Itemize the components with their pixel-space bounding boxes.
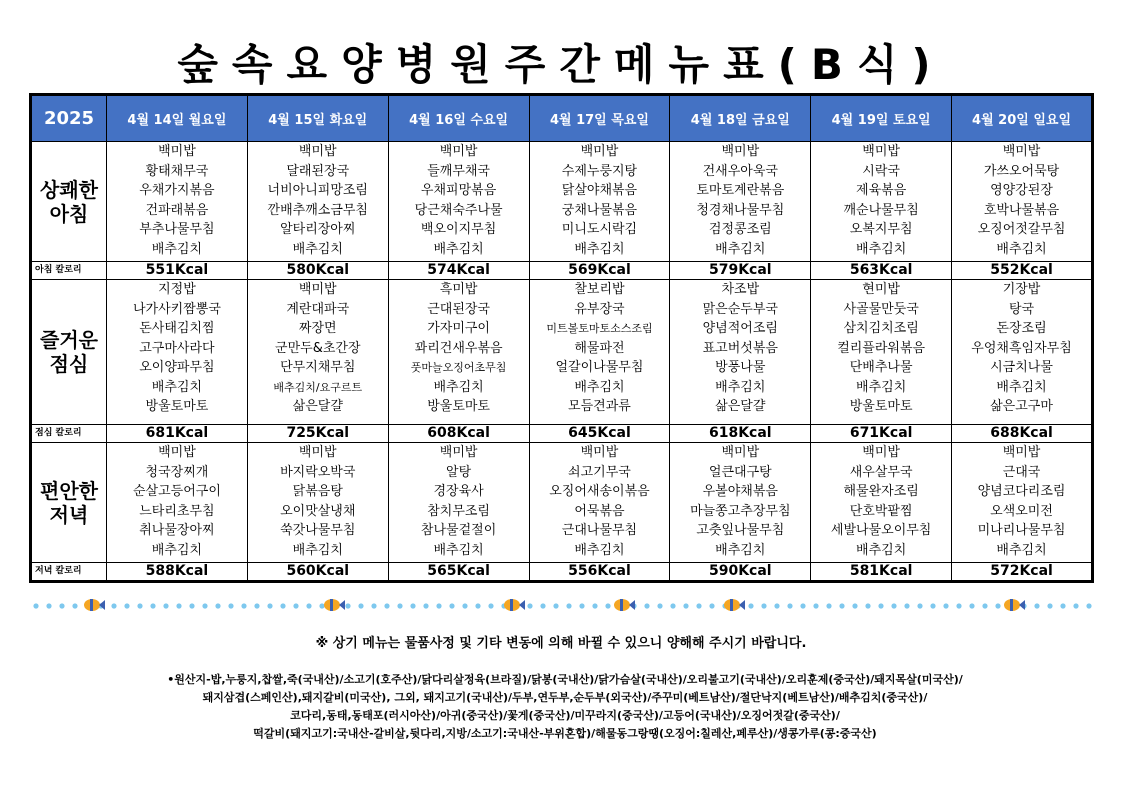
bubble-icon	[1086, 603, 1091, 608]
menu-item: 백오이지무침	[420, 222, 497, 237]
menu-item: 배추김치	[715, 379, 766, 395]
meal-row	[31, 280, 1093, 425]
menu-item: 배추김치	[856, 542, 907, 558]
kcal-value: 579Kcal	[670, 262, 811, 280]
menu-item: 돈장조림	[996, 321, 1047, 336]
menu-item: 백미밥	[1002, 445, 1041, 460]
menu-item: 배추김치	[292, 241, 343, 257]
menu-item: 차조밥	[721, 282, 760, 297]
menu-item: 백미밥	[158, 144, 196, 159]
menu-item: 방울토마토	[145, 399, 209, 414]
fish-icon	[84, 599, 105, 611]
menu-cell	[107, 443, 248, 563]
meal-label-line1: 즐거운	[40, 328, 98, 352]
fish-icon	[504, 599, 525, 611]
menu-item: 고춧잎나물무침	[696, 523, 785, 538]
bubble-icon	[163, 603, 168, 608]
bubble-icon	[241, 603, 246, 608]
menu-item: 탕국	[1008, 301, 1035, 317]
menu-item: 삶은고구마	[990, 399, 1053, 414]
bubble-icon	[748, 603, 753, 608]
menu-item: 알탕	[446, 464, 472, 480]
menu-cell	[811, 443, 952, 563]
bubble-icon	[878, 603, 883, 608]
bubble-icon	[150, 603, 155, 608]
bubble-icon	[124, 603, 129, 608]
day-header: 4월 20일 일요일	[952, 95, 1093, 142]
menu-item: 백미밥	[721, 445, 760, 460]
menu-item: 배추김치	[151, 379, 203, 395]
menu-cell	[529, 142, 670, 262]
bubble-icon	[137, 603, 142, 608]
menu-item: 배추김치	[856, 379, 907, 395]
menu-item: 우채피망볶음	[420, 183, 497, 198]
menu-item: 맑은순두부국	[702, 301, 778, 317]
kcal-value: 645Kcal	[529, 425, 670, 443]
menu-cell	[529, 280, 670, 425]
kcal-row	[31, 425, 1093, 443]
header-row	[31, 95, 1093, 142]
menu-cell	[811, 142, 952, 262]
menu-item: 해물파전	[574, 340, 625, 356]
origin-line: •원산지-밥,누룽지,찹쌀,죽(국내산)/소고기(호주산)/닭다리살정육(브라질)/닭봉(국내산)/닭가슴살(국내산)/오리불고기(국내산)/오리훈제(중국산)/돼지목살(미국산)/	[167, 673, 963, 686]
menu-item: 궁채나물볶음	[561, 202, 638, 218]
kcal-row	[31, 563, 1093, 582]
meal-row	[31, 443, 1093, 563]
menu-item: 백미밥	[298, 445, 337, 460]
kcal-value: 560Kcal	[247, 563, 388, 582]
kcal-value: 556Kcal	[529, 563, 670, 582]
menu-item: 백미밥	[158, 445, 196, 460]
menu-item: 오색오미전	[990, 503, 1053, 519]
menu-item: 기장밥	[1002, 282, 1041, 297]
bubble-icon	[852, 603, 857, 608]
bubble-icon	[553, 603, 558, 608]
menu-item: 배추김치	[574, 542, 625, 558]
kcal-value: 608Kcal	[388, 425, 529, 443]
menu-cell	[670, 280, 811, 425]
kcal-value: 563Kcal	[811, 262, 952, 280]
menu-item: 찰보리밥	[574, 282, 625, 297]
menu-item: 달래된장국	[286, 163, 350, 179]
menu-cell	[388, 280, 529, 425]
origin-line: 떡갈비(돼지고기:국내산-갈비살,뒷다리,지방/소고기:국내산-부위혼합)/해물동그랑땡(오징어:칠레산,페루산)/생콩가루(콩:중국산)	[253, 727, 877, 740]
bubble-icon	[891, 603, 896, 608]
menu-item: 짜장면	[298, 321, 337, 336]
bubble-icon	[761, 603, 766, 608]
kcal-label: 점심 칼로리	[31, 425, 107, 443]
menu-item: 오이양파무침	[139, 360, 215, 375]
menu-item: 영양강된장	[990, 183, 1053, 198]
menu-item: 해물완자조림	[843, 484, 919, 499]
menu-item: 깐배추깨소금무침	[267, 202, 368, 218]
meal-label	[31, 142, 107, 262]
menu-item: 깨순나물무침	[843, 202, 919, 218]
day-header: 4월 15일 화요일	[247, 95, 388, 142]
day-header: 4월 18일 금요일	[670, 95, 811, 142]
menu-item: 백미밥	[298, 144, 337, 159]
bubble-icon	[839, 603, 844, 608]
menu-item: 단호박팥찜	[849, 503, 913, 519]
menu-item: 방울토마토	[427, 399, 490, 414]
bubble-icon	[566, 603, 571, 608]
day-header: 4월 19일 토요일	[811, 95, 952, 142]
menu-item: 백미밥	[580, 445, 619, 460]
menu-item: 오징어젓갈무침	[977, 222, 1066, 237]
menu-item: 알타리장아찌	[280, 222, 356, 237]
bubble-icon	[800, 603, 805, 608]
menu-cell	[247, 443, 388, 563]
bubble-icon	[527, 603, 532, 608]
menu-item: 배추김치/요구르트	[273, 380, 363, 394]
menu-item: 단무지채무침	[280, 360, 356, 375]
menu-item: 순살고등어구이	[132, 484, 221, 499]
menu-cell	[107, 142, 248, 262]
bubble-icon	[709, 603, 714, 608]
menu-item: 양념적어조림	[702, 321, 778, 336]
menu-item: 양념코다리조림	[977, 484, 1066, 499]
bubble-icon	[449, 603, 454, 608]
menu-item: 배추김치	[856, 241, 907, 257]
bubble-icon	[293, 603, 298, 608]
meal-label-line1: 편안한	[40, 478, 98, 503]
bubble-icon	[306, 603, 311, 608]
bubble-icon	[1034, 603, 1039, 608]
day-header: 4월 16일 수요일	[388, 95, 529, 142]
bubble-icon	[696, 603, 701, 608]
bubble-icon	[943, 603, 948, 608]
menu-item: 방풍나물	[715, 360, 766, 375]
menu-item: 마늘쫑고추장무침	[690, 503, 791, 519]
origin-line: 돼지삼겹(스페인산),돼지갈비(미국산), 그외, 돼지고기(국내산)/두부,연두부,순두부(외국산)/주꾸미(베트남산)/절단낙지(베트남산)/배추김치(중국산)/	[202, 691, 928, 704]
menu-item: 고구마사라다	[139, 340, 215, 356]
bubble-icon	[254, 603, 259, 608]
kcal-value: 590Kcal	[670, 563, 811, 582]
menu-item: 배추김치	[996, 379, 1047, 395]
menu-item: 황태채무국	[145, 163, 209, 179]
bubble-icon	[579, 603, 584, 608]
menu-cell	[952, 443, 1093, 563]
menu-item: 백미밥	[439, 144, 478, 159]
bubble-icon	[930, 603, 935, 608]
kcal-value: 551Kcal	[107, 262, 248, 280]
menu-item: 닭볶음탕	[292, 484, 343, 499]
menu-item: 우엉채흑임자무침	[971, 340, 1072, 356]
menu-item: 현미밥	[862, 282, 900, 297]
menu-item: 배추김치	[996, 542, 1047, 558]
kcal-label: 저녁 칼로리	[31, 563, 107, 582]
bubble-icon	[384, 603, 389, 608]
menu-item: 백미밥	[862, 144, 900, 159]
bubble-icon	[982, 603, 987, 608]
kcal-row	[31, 262, 1093, 280]
menu-item: 오징어새송이볶음	[549, 484, 650, 499]
menu-item: 쇠고기무국	[568, 464, 631, 480]
bubble-icon	[462, 603, 467, 608]
menu-item: 너비아니피망조림	[267, 183, 368, 198]
bubble-icon	[956, 603, 961, 608]
menu-item: 배추김치	[574, 241, 625, 257]
menu-cell	[670, 443, 811, 563]
meal-label-line2: 저녁	[49, 502, 89, 527]
menu-item: 배추김치	[715, 542, 766, 558]
menu-item: 사골물만둣국	[843, 301, 919, 317]
menu-item: 삼치김치조림	[843, 321, 919, 336]
menu-item: 모듬견과류	[568, 399, 631, 414]
menu-item: 꽈리건새우볶음	[414, 340, 503, 356]
menu-item: 제육볶음	[856, 183, 907, 198]
menu-item: 배추김치	[433, 542, 484, 558]
menu-item: 미니도시락김	[561, 222, 638, 237]
menu-cell	[952, 142, 1093, 262]
menu-item: 세발나물오이무침	[830, 523, 932, 538]
meal-label-line2: 점심	[49, 352, 89, 376]
kcal-value: 581Kcal	[811, 563, 952, 582]
bubble-icon	[397, 603, 402, 608]
bubble-icon	[33, 603, 38, 608]
bubble-icon	[319, 603, 324, 608]
menu-item: 건파래볶음	[145, 202, 209, 218]
menu-item: 검정콩조림	[708, 222, 772, 237]
bubble-icon	[72, 603, 77, 608]
menu-item: 나가사키짬뽕국	[132, 301, 221, 317]
bubble-icon	[657, 603, 662, 608]
menu-cell	[388, 443, 529, 563]
bubble-icon	[410, 603, 415, 608]
bubble-icon	[228, 603, 233, 608]
bubble-icon	[1060, 603, 1065, 608]
page-title: 숲속요양병원주간메뉴표(B식)	[177, 40, 945, 89]
menu-item: 어묵볶음	[574, 503, 625, 519]
menu-item: 풋마늘오징어초무침	[410, 361, 507, 374]
bubble-icon	[267, 603, 272, 608]
bubble-icon	[488, 603, 493, 608]
menu-item: 건새우아욱국	[702, 163, 778, 179]
menu-item: 시락국	[862, 163, 900, 179]
menu-item: 배추김치	[151, 241, 203, 257]
kcal-value: 580Kcal	[247, 262, 388, 280]
menu-cell	[952, 280, 1093, 425]
bubble-icon	[826, 603, 831, 608]
menu-item: 가자미구이	[427, 321, 490, 336]
bubble-icon	[345, 603, 350, 608]
bubble-icon	[202, 603, 207, 608]
fish-icon	[724, 599, 745, 611]
meal-label-line2: 아침	[49, 201, 89, 226]
menu-item: 당근채숙주나물	[414, 202, 503, 218]
origin-info	[60, 671, 1070, 743]
menu-item: 삶은달걀	[292, 399, 343, 414]
kcal-value: 569Kcal	[529, 262, 670, 280]
menu-item: 닭살야채볶음	[561, 183, 638, 198]
menu-cell	[670, 142, 811, 262]
meal-label	[31, 443, 107, 563]
bubble-fish-divider	[32, 598, 1092, 612]
menu-item: 백미밥	[862, 445, 900, 460]
bubble-icon	[280, 603, 285, 608]
menu-item: 얼큰대구탕	[708, 464, 772, 480]
menu-item: 토마토계란볶음	[696, 183, 785, 198]
bubble-icon	[540, 603, 545, 608]
notice-text: ※ 상기 메뉴는 물품사정 및 기타 변동에 의해 바뀔 수 있으니 양해해 주시기 바랍니다.	[315, 636, 807, 651]
kcal-value: 725Kcal	[247, 425, 388, 443]
menu-cell	[107, 280, 248, 425]
kcal-value: 688Kcal	[952, 425, 1093, 443]
bubble-icon	[436, 603, 441, 608]
fish-icon	[324, 599, 345, 611]
menu-item: 느타리초무침	[139, 503, 215, 519]
menu-item: 배추김치	[715, 241, 766, 257]
bubble-icon	[644, 603, 649, 608]
menu-item: 근대나물무침	[561, 523, 638, 538]
bubble-icon	[813, 603, 818, 608]
bubble-icon	[605, 603, 610, 608]
menu-item: 새우살무국	[849, 464, 913, 480]
menu-item: 표고버섯볶음	[702, 340, 778, 356]
weekly-menu-table	[29, 93, 1094, 583]
menu-item: 참치무조림	[427, 503, 490, 519]
menu-item: 단배추나물	[849, 360, 913, 375]
meal-row	[31, 142, 1093, 262]
day-header: 4월 17일 목요일	[529, 95, 670, 142]
menu-item: 돈사태김치찜	[139, 321, 215, 336]
kcal-value: 671Kcal	[811, 425, 952, 443]
menu-item: 컬리플라워볶음	[837, 340, 926, 356]
bubble-icon	[215, 603, 220, 608]
bubble-icon	[904, 603, 909, 608]
kcal-label: 아침 칼로리	[31, 262, 107, 280]
fish-icon	[1004, 599, 1025, 611]
menu-item: 참나물겉절이	[420, 523, 497, 538]
meal-label-line1: 상쾌한	[40, 177, 98, 202]
menu-item: 우채가지볶음	[139, 183, 215, 198]
bubble-icon	[865, 603, 870, 608]
bubble-icon	[189, 603, 194, 608]
bubble-icon	[592, 603, 597, 608]
menu-cell	[247, 280, 388, 425]
menu-item: 배추김치	[292, 542, 343, 558]
bubble-icon	[1047, 603, 1052, 608]
menu-item: 근대된장국	[427, 301, 490, 317]
menu-item: 유부장국	[574, 301, 625, 317]
menu-item: 백미밥	[298, 282, 337, 297]
menu-item: 청국장찌개	[145, 464, 209, 480]
bubble-icon	[371, 603, 376, 608]
menu-item: 부추나물무침	[139, 222, 215, 237]
kcal-value: 565Kcal	[388, 563, 529, 582]
menu-item: 우볼야채볶음	[702, 484, 778, 499]
menu-item: 오이맛살냉채	[280, 503, 356, 519]
kcal-value: 618Kcal	[670, 425, 811, 443]
menu-item: 시금치나물	[990, 360, 1053, 375]
menu-item: 바지락오박국	[280, 464, 356, 480]
menu-item: 근대국	[1002, 464, 1041, 480]
menu-item: 배추김치	[996, 241, 1047, 257]
menu-cell	[388, 142, 529, 262]
year-header: 2025	[31, 95, 107, 142]
bubble-icon	[917, 603, 922, 608]
bubble-icon	[787, 603, 792, 608]
menu-item: 경장육사	[433, 484, 484, 499]
bubble-icon	[995, 603, 1000, 608]
kcal-value: 681Kcal	[107, 425, 248, 443]
bubble-icon	[670, 603, 675, 608]
bubble-icon	[475, 603, 480, 608]
bubble-icon	[111, 603, 116, 608]
menu-item: 배추김치	[574, 379, 625, 395]
menu-cell	[811, 280, 952, 425]
origin-line: 코다리,동태,동태포(러시아산)/아귀(중국산)/꽃게(중국산)/미꾸라지(중국산)/고등어(국내산)/오징어젓갈(중국산)/	[290, 709, 840, 722]
menu-item: 방울토마토	[849, 399, 913, 414]
menu-item: 오복지무침	[849, 222, 913, 237]
kcal-value: 574Kcal	[388, 262, 529, 280]
menu-item: 호박나물볶음	[983, 202, 1060, 218]
bubble-icon	[176, 603, 181, 608]
menu-item: 흑미밥	[439, 282, 478, 297]
fish-icon	[614, 599, 635, 611]
menu-item: 미나리나물무침	[977, 523, 1066, 538]
bubble-icon	[774, 603, 779, 608]
menu-item: 백미밥	[580, 144, 619, 159]
menu-item: 쑥갓나물무침	[280, 523, 356, 538]
menu-item: 가쓰오어묵탕	[983, 163, 1060, 179]
bubble-icon	[969, 603, 974, 608]
kcal-value: 552Kcal	[952, 262, 1093, 280]
bubble-icon	[683, 603, 688, 608]
menu-item: 청경채나물무침	[696, 202, 785, 218]
menu-item: 수제누룽지탕	[561, 163, 638, 179]
menu-item: 지정밥	[158, 282, 196, 297]
menu-item: 들깨무채국	[427, 163, 490, 179]
menu-item: 배추김치	[433, 379, 484, 395]
menu-item: 배추김치	[151, 542, 203, 558]
meal-label	[31, 280, 107, 425]
menu-item: 백미밥	[1002, 144, 1041, 159]
day-header: 4월 14일 월요일	[107, 95, 248, 142]
menu-item: 군만두&초간장	[275, 340, 361, 356]
menu-item: 삶은달걀	[715, 399, 766, 414]
menu-item: 취나물장아찌	[139, 523, 215, 538]
bubble-icon	[59, 603, 64, 608]
menu-cell	[529, 443, 670, 563]
menu-item: 백미밥	[439, 445, 478, 460]
menu-item: 배추김치	[433, 241, 484, 257]
menu-item: 백미밥	[721, 144, 760, 159]
menu-item: 계란대파국	[286, 301, 350, 317]
kcal-value: 572Kcal	[952, 563, 1093, 582]
bubble-icon	[46, 603, 51, 608]
kcal-value: 588Kcal	[107, 563, 248, 582]
menu-item: 얼갈이나물무침	[555, 360, 644, 375]
bubble-icon	[423, 603, 428, 608]
bubble-icon	[1073, 603, 1078, 608]
menu-cell	[247, 142, 388, 262]
menu-item: 미트볼토마토소스조림	[546, 322, 653, 335]
bubble-icon	[358, 603, 363, 608]
